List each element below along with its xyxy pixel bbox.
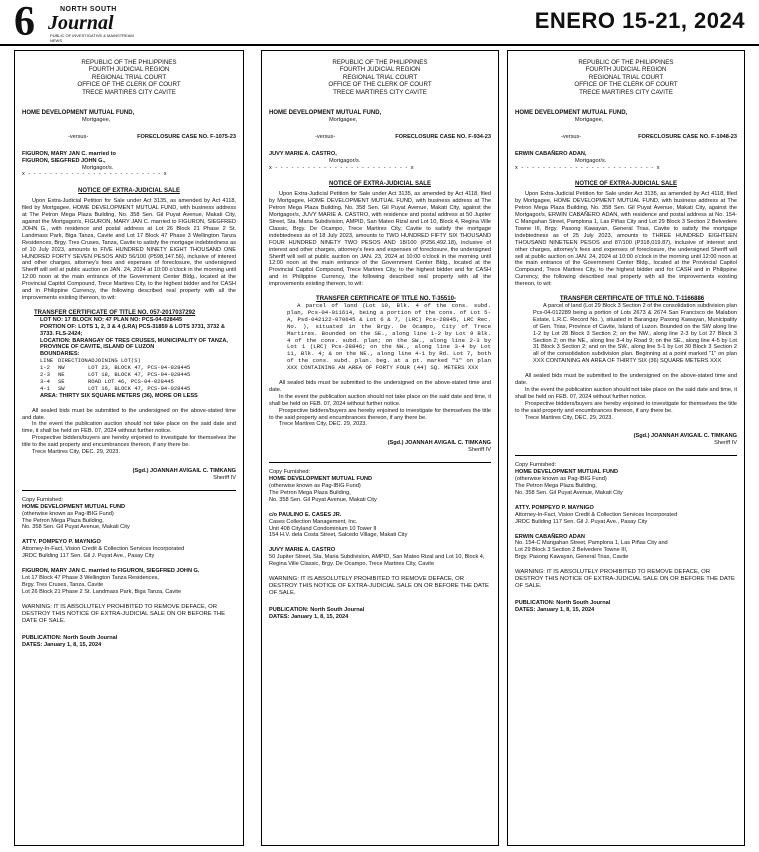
court-caption: REPUBLIC OF THE PHILIPPINES FOURTH JUDICIAL REGION REGIONAL TRIAL COURT OFFICE OF THE CLERK OF COURT TRECE MARTIRES CITY CAVITE <box>77 59 181 96</box>
page-header <box>0 0 759 46</box>
tct-block: TRANSFER CERTIFICATE OF TITLE NO. 057-2017037292 LOT NO: 17 BLOCK NO: 47 PLAN NO: PCS-04-028445 PORTION OF: LOTS 1, 2, 3 & 4 (LRA) PCS-31859 & LOTS 3731, 3732 & 3733. FLS-2424; LOCATION: BARANGAY OF TRES CRUSES, MUNICIPALITY OF TANZA, PROVINCE OF CAVITE, ISLAND OF LUZON BOUNDARIES: LINE DIRECTION ADJOINING LOT(S) 1-2 NW LOT 23, BLOCK 47, PCS-04-028445 2-3 NE LOT 18, BLOCK 47, PCS-04-028445 3-4 SE ROAD LOT 46, PCS-04-028445 4-1 SW LOT 16, BLOCK 47, PCS-04-028445 AREA: THIRTY SIX SQUARE METERS (36), MORE OR LESS <box>22 310 236 400</box>
warning: WARNING: IT IS ABSOLUTELY PROHIBITED TO REMOVE DEFACE, OR DESTROY THIS NOTICE OF EXTRA-JUDICIAL SALE ON OR BEFORE THE DATE OF SALE. <box>269 576 489 597</box>
notice-column-1: REPUBLIC OF THE PHILIPPINES FOURTH JUDICIAL REGION REGIONAL TRIAL COURT OFFICE OF THE CLERK OF COURT TRECE MARTIRES CITY CAVITE HOME DEVELOPMENT MUTUAL FUND, Mortgagee, -versus- FORECLOSURE CASE NO. F-1075-23 FIGURON, MARY JAN C. married to FIGURON, SIEGFRED JOHN G., Mortgagor/s. x - - - - - - - - - - - - - - - - - - - - - - - - - x NOTICE OF EXTRA-JUDICIAL SALE Upon Extra-Judicial Petition for Sale under Act 3135, as amended by Act 4118, filed by Mortgagee, HOME DEVELOPMENT MUTUAL FUND, with business address at The Petron Mega Plaza Building, No. 358 Sen. Gil Puyat Avenue, Makati City, against the Mortgagor/s, FIGURON, MARY JAN C. married to FIGURON, SIEGFRED JOHN G., with residence and postal address at Lot 26 Block 21 Phase 2 St. Landmass Park, Biga Tanza, Cavite and Lot 17 Block 47 Phase 3 Wellington Tanza Residences, Brgy. Tres Cruses, Tanza, Cavite to satisfy the mortgage indebtedness as of 10 July 2023, amounts to FIVE HUNDRED NINETY EIGHT THOUSAND ONE HUNDRED FORTY SEVEN PESOS AND 56/100 (P598,147.56), inclusive of interest and other charges, attorney's fees and expenses of foreclosure, the undersigned Sheriff will sell at public auction on JAN. 24, 2024 at 10:00 o'clock in the morning until 12:00 noon at the main entrance of the Government Center Bldg., located at the Provincial Capitol Compound, Trece Martires City, to the highest bidder and for CASH and in Philippine Currency, the following described real property with all the improvements existing thereon, to wit: TRANSFER CERTIFICATE OF TITLE NO. 057-2017037292 LOT NO: 17 BLOCK NO: 47 PLAN NO: PCS-04-028445 PORTION OF: LOTS 1, 2, 3 & 4 (LRA) PCS-31859 & LOTS 3731, 3732 & 3733. FLS-2424; LOCATION: BARANGAY OF TRES CRUSES, MUNICIPALITY OF TANZA, PROVINCE OF CAVITE, ISLAND OF LUZON BOUNDARIES: LINE DIRECTION ADJOINING LOT(S) 1-2 NW LOT 23, BLOCK 47, PCS-04-028445 2-3 NE LOT 18, BLOCK 47, PCS-04-028445 3-4 SE ROAD LOT 46, PCS-04-028445 4-1 SW LOT 16, BLOCK 47, PCS-04-028445 AREA: THIRTY SIX SQUARE METERS (36), MORE OR LESS All sealed bids must be submitted to the undersigned on the above-stated time and date. In the event the publication auction should not take place on the said date and time, it shall be held on FEB. 07, 2024 without further notice. Prospective bidders/buyers are hereby enjoined to investigate for themselves the title to the said property and encumbrances thereon, if any there be. Trece Martires City, DEC. 29, 2023. (Sgd.) JOANNAH AVIGAIL C. TIMKANG Sheriff IV Copy Furnished: HOME DEVELOPMENT MUTUAL FUND (otherwise known as Pag-IBIG Fund) The Petron Mega Plaza Building, No. 358 Sen. Gil Puyat Avenue, Makati City ATTY. POMPEYO P. MAYNIGO Attorney-In-Fact, Vision Credit & Collection Services Incorporated JRDC Building 117 Sen. Gil J. Puyat Ave., Pasay City FIGURON, MARY JAN C. married to FIGURON, SIEGFRED JOHN G. Lot 17 Block 47 Phase 3 Wellington Tanza Residences, Brgy. Tres Cruses, Tanza, Cavite Lot 26 Block 21 Phase 2 St. Landmass Park, Biga Tanza, Cavite WARNING: IT IS ABSOLUTELY PROHIBITED TO REMOVE DEFACE, OR DESTROY THIS NOTICE OF EXTRA-JUDICIAL SALE ON OR BEFORE THE DATE OF SALE. PUBLICATION: North South Journal DATES: January 1, 8, 15, 2024 <box>14 50 244 846</box>
notice-column-3: REPUBLIC OF THE PHILIPPINES FOURTH JUDICIAL REGION REGIONAL TRIAL COURT OFFICE OF THE CLERK OF COURT TRECE MARTIRES CITY CAVITE HOME DEVELOPMENT MUTUAL FUND, Mortgagee, -versus- FORECLOSURE CASE NO. F-1048-23 ERWIN CABAÑERO ADAN, Mortgagor/s. x - - - - - - - - - - - - - - - - - - - - - - - - - x NOTICE OF EXTRA-JUDICIAL SALE Upon Extra-Judicial Petition for Sale under Act 3135, as amended by Act 4118, filed by Mortgagee, HOME DEVELOPMENT MUTUAL FUND, with business address at The Petron Mega Plaza Building, No. 358 Sen. Gil Puyat Avenue, Makati City, against the Mortgagor/s, ERWIN CABAÑERO ADAN, with residence and postal address at No. 154-C Mangahan Street, Pamplona 1, Las Piñas City and Lot 29 Block 3 Section 2 Belvedere Towne III, Brgy. Pasong Kawayan, General Trias, Cavite to satisfy the mortgage indebtedness as of 25 July 2023, amounts to THREE HUNDRED EIGHTEEN THOUSAND NINETEEN PESOS and 87/100 (P318,019.87), inclusive of interest and other charges, attorney's fees and expenses of foreclosure, the undersigned Sheriff will sell at public auction on JAN. 24, 2024 at 10:00 o'clock in the morning until 12:00 noon at the main entrance of the Government Center Bldg., located at the Provincial Capitol Compound, Trece Martires City, to the highest bidder and for CASH and in Philippine Currency, the following described real property with all the improvements existing thereon, to wit: TRANSFER CERTIFICATE OF TITLE NO. T-1166886 A parcel of land (Lot 29 Block 3 Section 2 of the consolidation subdivision plan Pcs-04-012289 being a portion of Lots 2673 & 2674 San Francisco de Malabon Estate, L.R.C. Record No. ), situated in Barangay Pasong Kawayan, Municipality of Gen. Trias, Province of Cavite, Island of Luzon. Bounded on the SW along line 1-2 by Lot 28 Block 3 Section 2; on the NW., along line 2-3 by Lot 27 Block 3 Section 2; on the NE., along line 3-4 by Road 9; on the SE., along line 4-5 by Lot 31 Block 3 Section 2; and on the SW., along line 5-1 by Lot 30 Block 3 Section 2 all of the consolidation subdivision plan. Beginning at a point marked "1" on plan XXX CONTAINING AN AREA OF THIRTY SIX (36) SQUARE METERS XXX All sealed bids must be submitted to the undersigned on the above-stated time and date. In the event the publication auction should not take place on the said date and time, it shall be held on FEB. 07, 2024 without further notice. Prospective bidders/buyers are hereby enjoined to investigate for themselves the title to the said property and encumbrances thereon, if any there be. Trece Martires City, DEC. 29, 2023. (Sgd.) JOANNAH AVIGAIL C. TIMKANG Sheriff IV Copy Furnished: HOME DEVELOPMENT MUTUAL FUND (otherwise known as Pag-IBIG Fund) The Petron Mega Plaza Building, No. 358 Sen. Gil Puyat Avenue, Makati City ATTY. POMPEYO P. MAYNIGO Attorney-In-Fact, Vision Credit & Collection Services Incorporated JRDC Building 117 Sen. Gil J. Puyat Ave., Pasay City ERWIN CABAÑERO ADAN No. 154-C Mangahan Street, Pamplona 1, Las Piñas City and Lot 29 Block 3 Section 2 Belvedere Towne III, Brgy. Pasong Kawayan, General Trias, Cavite WARNING: IT IS ABSOLUTELY PROHIBITED TO REMOVE DEFACE, OR DESTROY THIS NOTICE OF EXTRA-JUDICIAL SALE ON OR BEFORE THE DATE OF SALE. PUBLICATION: North South Journal DATES: January 1, 8, 15, 2024 <box>507 50 745 846</box>
notice-body: Upon Extra-Judicial Petition for Sale under Act 3135, as amended by Act 4118, filed by Mortgagee, HOME DEVELOPMENT MUTUAL FUND, with business address at The Petron Mega Plaza Building, No. 358 Sen. Gil Puyat Avenue, Makati City, against the Mortgagor/s, JUVY MARIE A. CASTRO, with residence and postal address at 50 Jupiter Street, Sta. Maria Subdivision, AMPID, San Mateo Rizal and Lot 10, Block 4, Regina Ville Classic, Brgy. De Ocampo, Trece Martires City, Cavite to satisfy the mortgage indebtedness as of 18 July 2023, amounts to TWO HUNDRED FIFTY SIX THOUSAND FOUR HUNDRED NINETY TWO PESOS AND 18/100 (P256,492.18), inclusive of interest and other charges, attorney's fees and expenses of foreclosure, the undersigned Sheriff will sell at public auction on JAN. 23, 2024 at 10:00 o'clock in the morning until 12:00 noon at the main entrance of the Government Center Bldg., located at the Provincial Capitol Compound, Trece Martires City, to the highest bidder and for CASH and in Philippine Currency, the following described real property with all the improvements existing thereon, to wit: <box>269 191 491 288</box>
notice-title: NOTICE OF EXTRA-JUDICIAL SALE <box>329 181 431 188</box>
notice-body: Upon Extra-Judicial Petition for Sale under Act 3135, as amended by Act 4118, filed by Mortgagee, HOME DEVELOPMENT MUTUAL FUND, with business address at The Petron Mega Plaza Building, No. 358 Sen. Gil Puyat Avenue, Makati City, against the Mortgagor/s, FIGURON, MARY JAN C. married to FIGURON, SIEGFRED JOHN G., with residence and postal address at Lot 26 Block 21 Phase 2 St. Landmass Park, Biga Tanza, Cavite and Lot 17 Block 47 Phase 3 Wellington Tanza Residences, Brgy. Tres Cruses, Tanza, Cavite to satisfy the mortgage indebtedness as of 10 July 2023, amounts to FIVE HUNDRED NINETY EIGHT THOUSAND ONE HUNDRED FORTY SEVEN PESOS AND 56/100 (P598,147.56), inclusive of interest and other charges, attorney's fees and expenses of foreclosure, the undersigned Sheriff will sell at public auction on JAN. 24, 2024 at 10:00 o'clock in the morning until 12:00 noon at the main entrance of the Government Center Bldg., located at the Provincial Capitol Compound, Trece Martires City, to the highest bidder and for CASH and in Philippine Currency, the following described real property with all the improvements existing thereon, to wit: <box>22 198 237 301</box>
mortgagor: ERWIN CABAÑERO ADAN, <box>515 150 587 157</box>
signature-block: (Sgd.) JOANNAH AVIGAIL C. TIMKANG Sheriff IV <box>132 468 236 481</box>
case-line: -versus- FORECLOSURE CASE NO. F-1075-23 <box>68 133 236 140</box>
boundaries-table: LINE DIRECTION ADJOINING LOT(S) 1-2 NW LOT 23, BLOCK 47, PCS-04-028445 2-3 NE LOT 18, BLOCK 47, PCS-04-028445 3-4 SE ROAD LOT 46, PCS-04-028445 4-1 SW LOT 16, BLOCK 47, PCS-04-028445 <box>40 357 191 392</box>
notice-body: Upon Extra-Judicial Petition for Sale under Act 3135, as amended by Act 4118, filed by Mortgagee, HOME DEVELOPMENT MUTUAL FUND, with business address at The Petron Mega Plaza Building, No. 358 Sen. Gil Puyat Avenue, Makati City, against the Mortgagor/s, ERWIN CABAÑERO ADAN, with residence and postal address at No. 154-C Mangahan Street, Pamplona 1, Las Piñas City and Lot 29 Block 3 Section 2 Belvedere Towne III, Brgy. Pasong Kawayan, General Trias, Cavite to satisfy the mortgage indebtedness as of 25 July 2023, amounts to THREE HUNDRED EIGHTEEN THOUSAND NINETEEN PESOS and 87/100 (P318,019.87), inclusive of interest and other charges, attorney's fees and expenses of foreclosure, the undersigned Sheriff will sell at public auction on JAN. 24, 2024 at 10:00 o'clock in the morning until 12:00 noon at the main entrance of the Government Center Bldg., located at the Provincial Capitol Compound, Trece Martires City, to the highest bidder and for CASH and in Philippine Currency, the following described real property with all the improvements existing thereon, to wit: <box>515 191 737 288</box>
court-caption: REPUBLIC OF THE PHILIPPINES FOURTH JUDICIAL REGION REGIONAL TRIAL COURT OFFICE OF THE CLERK OF COURT TRECE MARTIRES CITY CAVITE <box>574 59 678 96</box>
mortgagor: JUVY MARIE A. CASTRO, <box>269 150 337 157</box>
case-line: -versus- FORECLOSURE CASE NO. F-934-23 <box>315 133 491 140</box>
plaintiff: HOME DEVELOPMENT MUTUAL FUND, <box>269 110 382 117</box>
plaintiff: HOME DEVELOPMENT MUTUAL FUND, <box>515 110 628 117</box>
issue-date: ENERO 15-21, 2024 <box>534 8 745 33</box>
mortgagor: FIGURON, MARY JAN C. married to <box>22 150 116 157</box>
case-line: -versus- FORECLOSURE CASE NO. F-1048-23 <box>561 133 737 140</box>
notice-column-2: REPUBLIC OF THE PHILIPPINES FOURTH JUDICIAL REGION REGIONAL TRIAL COURT OFFICE OF THE CLERK OF COURT TRECE MARTIRES CITY CAVITE HOME DEVELOPMENT MUTUAL FUND, Mortgagee, -versus- FORECLOSURE CASE NO. F-934-23 JUVY MARIE A. CASTRO, Mortgagor/s. x - - - - - - - - - - - - - - - - - - - - - - - - - x NOTICE OF EXTRA-JUDICIAL SALE Upon Extra-Judicial Petition for Sale under Act 3135, as amended by Act 4118, filed by Mortgagee, HOME DEVELOPMENT MUTUAL FUND, with business address at The Petron Mega Plaza Building, No. 358 Sen. Gil Puyat Avenue, Makati City, against the Mortgagor/s, JUVY MARIE A. CASTRO, with residence and postal address at 50 Jupiter Street, Sta. Maria Subdivision, AMPID, San Mateo Rizal and Lot 10, Block 4, Regina Ville Classic, Brgy. De Ocampo, Trece Martires City, Cavite to satisfy the mortgage indebtedness as of 18 July 2023, amounts to TWO HUNDRED FIFTY SIX THOUSAND FOUR HUNDRED NINETY TWO PESOS AND 18/100 (P256,492.18), inclusive of interest and other charges, attorney's fees and expenses of foreclosure, the undersigned Sheriff will sell at public auction on JAN. 23, 2024 at 10:00 o'clock in the morning until 12:00 noon at the main entrance of the Government Center Bldg., located at the Provincial Capitol Compound, Trece Martires City, to the highest bidder and for CASH and in Philippine Currency, the following described real property with all the improvements existing thereon, to wit: TRANSFER CERTIFICATE OF TITLE NO. T-35510- A parcel of land (Lot 10, Blk. 4 of the cons. subd. plan, Pcs-04-011614, being a portion of the cons. of Lot 5-A, Psd-042122-070645 & Lot 6 & 7, (LRC) Pcs-28845, LRC Rec. No. ), situated in the Brgy. De Ocampo, City of Trece Martires. Bounded on the SE., along line 1-2 by Lot 9 Blk. 4 of the cons. subd. plan; on the SW., along line 2-3 by Lot 1 (LRC) Pcs-28846; on the NW., along line 3-4 by Lot 11, Blk. 4; & on the NE., along line 4-1 by Rd. Lot 7, both of the cons. subd. plan. beg. at a pt. marked "1" on plan XXX CONTAINING AN AREA OF FORTY FOUR (44) SQ. METERS XXX All sealed bids must be submitted to the undersigned on the above-stated time and date. In the event the publication auction should not take place on the said date and time, it shall be held on FEB. 07, 2024 without further notice. Prospective bidders/buyers are hereby enjoined to investigate for themselves the title to the said property and encumbrances thereon, if any there be. Trece Martires City, DEC. 29, 2023. (Sgd.) JOANNAH AVIGAIL C. TIMKANG Sheriff IV Copy Furnished: HOME DEVELOPMENT MUTUAL FUND (otherwise known as Pag-IBIG Fund) The Petron Mega Plaza Building, No. 358 Sen. Gil Puyat Avenue, Makati City c/o PAULINO E. CASES JR. Cases Collection Management, Inc. Unit 408 Cityland Condominium 10 Tower II 154 H.V. dela Costa Street, Salcedo Village, Makati City JUVY MARIE A. CASTRO 50 Jupiter Street, Sta. Maria Subdivision, AMPID, San Mateo Rizal and Lot 10, Block 4, Regina Ville Classic, Brgy. De Ocampo, Trece Martires City, Cavite WARNING: IT IS ABSOLUTELY PROHIBITED TO REMOVE DEFACE, OR DESTROY THIS NOTICE OF EXTRA-JUDICIAL SALE ON OR BEFORE THE DATE OF SALE. PUBLICATION: North South Journal DATES: January 1, 8, 15, 2024 <box>261 50 499 846</box>
newspaper-logo: NORTH SOUTH Journal PUBLIC OF INVESTIGATIVE & MAINSTREAM NEWS <box>48 6 134 43</box>
court-caption: REPUBLIC OF THE PHILIPPINES FOURTH JUDICIAL REGION REGIONAL TRIAL COURT OFFICE OF THE CLERK OF COURT TRECE MARTIRES CITY CAVITE <box>328 59 432 96</box>
tct-block: TRANSFER CERTIFICATE OF TITLE NO. T-1166886 A parcel of land (Lot 29 Block 3 Section 2 of the consolidation subdivision plan Pcs-04-012289 being a portion of Lots 2673 & 2674 San Francisco de Malabon Estate, L.R.C. Record No. ), situated in Barangay Pasong Kawayan, Municipality of Gen. Trias, Province of Cavite, Island of Luzon. Bounded on the SW along line 1-2 by Lot 28 Block 3 Section 2; on the NW., along line 2-3 by Lot 27 Block 3 Section 2; on the NE., along line 3-4 by Road 9; on the SE., along line 4-5 by Lot 31 Block 3 Section 2; and on the SW., along line 5-1 by Lot 30 Block 3 Section 2 all of the consolidation subdivision plan. Beginning at a point marked "1" on plan XXX CONTAINING AN AREA OF THIRTY SIX (36) SQUARE METERS XXX <box>533 296 737 365</box>
notice-title: NOTICE OF EXTRA-JUDICIAL SALE <box>575 181 677 188</box>
page-number: 6 <box>14 0 35 45</box>
tct-block: TRANSFER CERTIFICATE OF TITLE NO. T-35510- A parcel of land (Lot 10, Blk. 4 of the cons. subd. plan, Pcs-04-011614, being a portion of the cons. of Lot 5-A, Psd-042122-070645 & Lot 6 & 7, (LRC) Pcs-28845, LRC Rec. No. ), situated in the Brgy. De Ocampo, City of Trece Martires. Bounded on the SE., along line 1-2 by Lot 9 Blk. 4 of the cons. subd. plan; on the SW., along line 2-3 by Lot 1 (LRC) Pcs-28846; on the NW., along line 3-4 by Lot 11, Blk. 4; & on the NE., along line 4-1 by Rd. Lot 7, both of the cons. subd. plan. beg. at a pt. marked "1" on plan XXX CONTAINING AN AREA OF FORTY FOUR (44) SQ. METERS XXX <box>287 296 491 372</box>
warning: WARNING: IT IS ABSOLUTELY PROHIBITED TO REMOVE DEFACE, OR DESTROY THIS NOTICE OF EXTRA-JUDICIAL SALE ON OR BEFORE THE DATE OF SALE. <box>22 603 226 624</box>
signature-block: (Sgd.) JOANNAH AVIGAIL C. TIMKANG Sheriff IV <box>633 433 737 447</box>
notice-title: NOTICE OF EXTRA-JUDICIAL SALE <box>78 188 180 195</box>
plaintiff: HOME DEVELOPMENT MUTUAL FUND, <box>22 110 135 117</box>
signature-block: (Sgd.) JOANNAH AVIGAIL C. TIMKANG Sheriff IV <box>387 440 491 454</box>
warning: WARNING: IT IS ABSOLUTELY PROHIBITED TO REMOVE DEFACE, OR DESTROY THIS NOTICE OF EXTRA-JUDICIAL SALE ON OR BEFORE THE DATE OF SALE. <box>515 569 735 590</box>
